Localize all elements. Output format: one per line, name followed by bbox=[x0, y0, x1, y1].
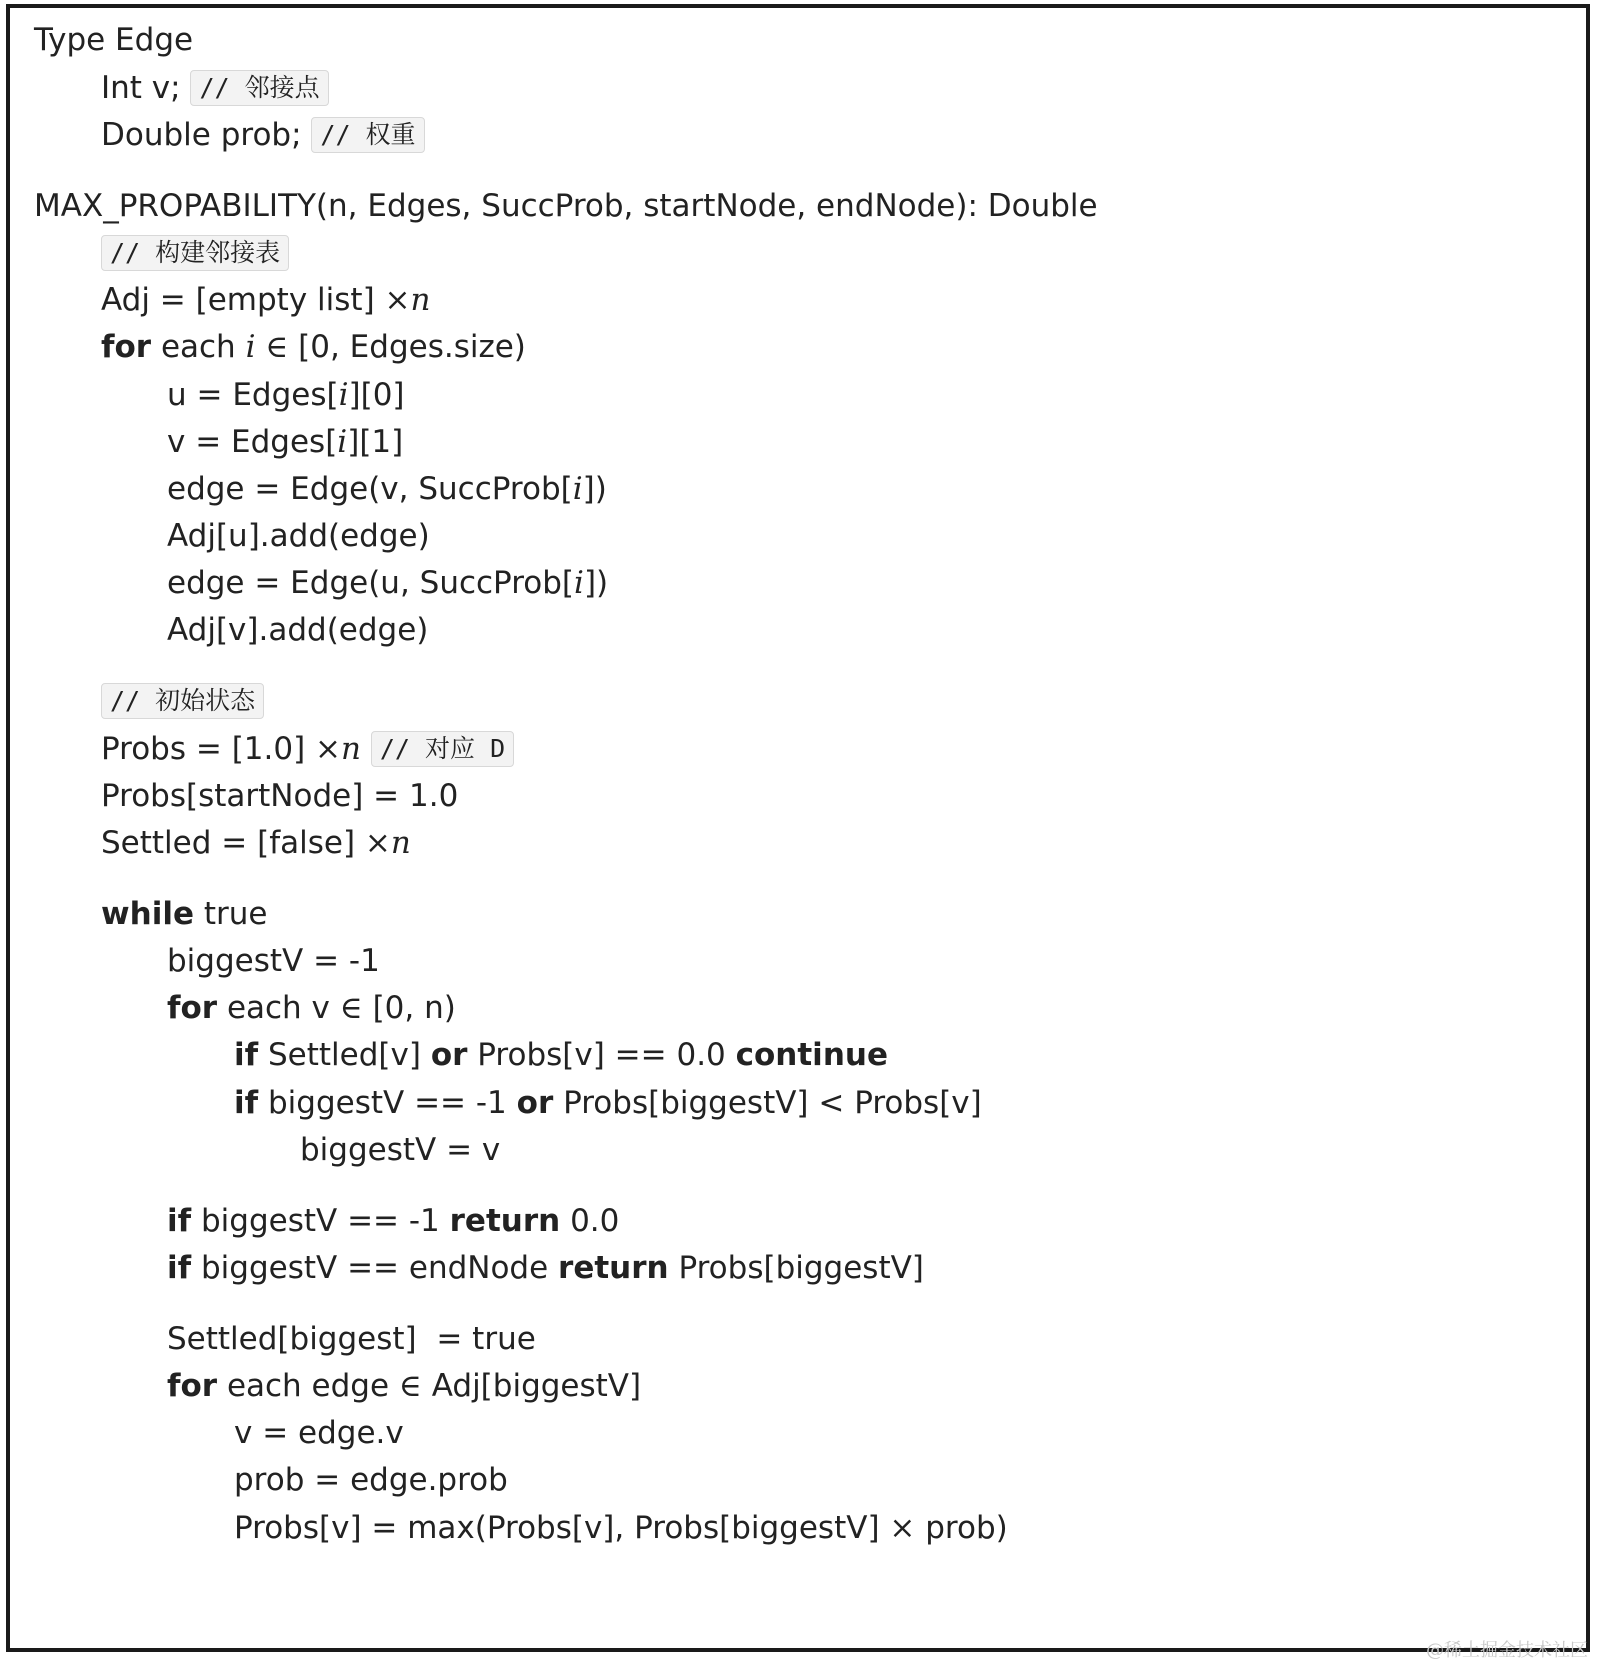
edge-v-line: v = edge.v bbox=[234, 1415, 404, 1451]
assign-biggest-line: biggestV = v bbox=[300, 1132, 501, 1168]
relax-line: Probs[v] = max(Probs[v], Probs[biggestV] × prob) bbox=[234, 1510, 1008, 1546]
if-biggest-line: if biggestV == -1 or Probs[biggestV] < Probs[v] bbox=[234, 1085, 982, 1121]
return-end-line: if biggestV == endNode return Probs[biggestV] bbox=[167, 1250, 924, 1286]
type-field-prob: Double prob; // 权重 bbox=[101, 115, 425, 155]
return-zero-line: if biggestV == -1 return 0.0 bbox=[167, 1203, 620, 1239]
v-assign-line: v = Edges[i][1] bbox=[167, 424, 404, 460]
adj-init-line: Adj = [empty list] ×n bbox=[101, 282, 431, 318]
adj-u-add-line: Adj[u].add(edge) bbox=[167, 518, 430, 554]
comment-neighbor: // 邻接点 bbox=[190, 70, 328, 106]
for-edges-adj-line: for each edge ∈ Adj[biggestV] bbox=[167, 1368, 642, 1404]
settled-set-line: Settled[biggest] = true bbox=[167, 1321, 536, 1357]
pseudocode-frame bbox=[6, 4, 1590, 1652]
comment-corresponds-d: // 对应 D bbox=[371, 731, 514, 767]
comment-weight: // 权重 bbox=[311, 117, 424, 153]
if-settled-line: if Settled[v] or Probs[v] == 0.0 continue bbox=[234, 1037, 888, 1073]
probs-start-line: Probs[startNode] = 1.0 bbox=[101, 778, 459, 814]
edge-prob-line: prob = edge.prob bbox=[234, 1462, 508, 1498]
watermark: @稀土掘金技术社区 bbox=[1426, 1640, 1588, 1661]
type-field-v: Int v; // 邻接点 bbox=[101, 68, 329, 108]
init-state-comment: // 初始状态 bbox=[101, 681, 264, 721]
for-nodes-line: for each v ∈ [0, n) bbox=[167, 990, 456, 1026]
edge-create-u-line: edge = Edge(u, SuccProb[i]) bbox=[167, 565, 609, 601]
biggest-init-line: biggestV = -1 bbox=[167, 943, 380, 979]
function-signature: MAX_PROPABILITY(n, Edges, SuccProb, startNode, endNode): Double bbox=[34, 188, 1098, 224]
while-line: while true bbox=[101, 896, 268, 932]
edge-create-v-line: edge = Edge(v, SuccProb[i]) bbox=[167, 471, 607, 507]
adj-v-add-line: Adj[v].add(edge) bbox=[167, 612, 429, 648]
for-edges-line: for each i ∈ [0, Edges.size) bbox=[101, 329, 526, 365]
probs-init-line: Probs = [1.0] ×n // 对应 D bbox=[101, 729, 514, 769]
build-adjacency-comment: // 构建邻接表 bbox=[101, 233, 289, 273]
settled-init-line: Settled = [false] ×n bbox=[101, 825, 411, 861]
type-header: Type Edge bbox=[34, 22, 194, 58]
u-assign-line: u = Edges[i][0] bbox=[167, 377, 405, 413]
